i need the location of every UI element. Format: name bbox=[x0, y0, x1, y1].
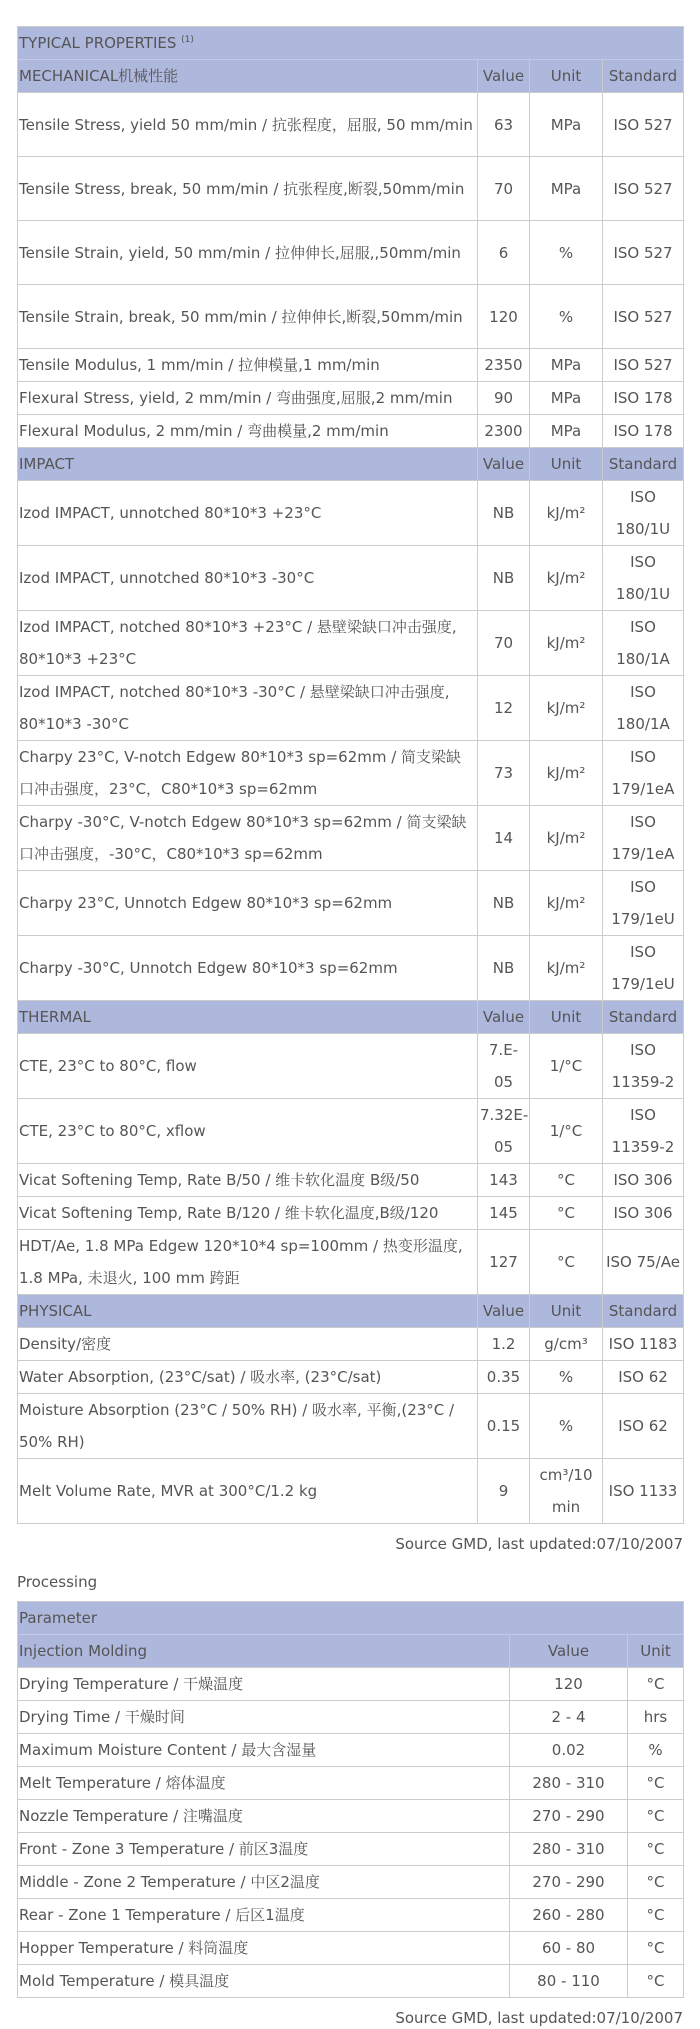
property-name: Charpy 23°C, V-notch Edgew 80*10*3 sp=62mm / 简支梁缺口冲击强度，23°C，C80*10*3 sp=62mm bbox=[18, 741, 478, 806]
table-row bbox=[18, 349, 684, 382]
col-standard-header: Standard bbox=[603, 1001, 684, 1034]
parameter-value: 60 - 80 bbox=[510, 1932, 628, 1965]
property-unit: °C bbox=[530, 1230, 603, 1295]
table-row bbox=[18, 1099, 684, 1164]
property-standard: ISO 180/1U bbox=[603, 546, 684, 611]
col-value-header: Value bbox=[478, 60, 530, 93]
parameter-name: Hopper Temperature / 料筒温度 bbox=[18, 1932, 510, 1965]
parameter-name: Drying Temperature / 干燥温度 bbox=[18, 1668, 510, 1701]
parameter-unit: hrs bbox=[628, 1701, 684, 1734]
col-value-header: Value bbox=[478, 1001, 530, 1034]
table-row bbox=[18, 1394, 684, 1459]
property-unit: g/cm³ bbox=[530, 1328, 603, 1361]
parameter-value: 0.02 bbox=[510, 1734, 628, 1767]
parameter-name: Mold Temperature / 模具温度 bbox=[18, 1965, 510, 1998]
table-row bbox=[18, 1034, 684, 1099]
property-standard: ISO 527 bbox=[603, 157, 684, 221]
property-value: NB bbox=[478, 546, 530, 611]
property-name: Izod IMPACT, notched 80*10*3 +23°C / 悬壁梁缺口冲击强度, 80*10*3 +23°C bbox=[18, 611, 478, 676]
property-name: CTE, 23°C to 80°C, xflow bbox=[18, 1099, 478, 1164]
processing-col-value: Value bbox=[510, 1635, 628, 1668]
mechanical-header-row bbox=[18, 60, 684, 93]
property-standard: ISO 179/1eA bbox=[603, 741, 684, 806]
properties-title-row bbox=[18, 27, 684, 60]
processing-table bbox=[17, 1601, 684, 1998]
property-value: 0.15 bbox=[478, 1394, 530, 1459]
property-standard: ISO 180/1A bbox=[603, 676, 684, 741]
physical-section-header: PHYSICAL bbox=[18, 1295, 478, 1328]
property-name: Charpy -30°C, V-notch Edgew 80*10*3 sp=62mm / 简支梁缺口冲击强度，-30°C，C80*10*3 sp=62mm bbox=[18, 806, 478, 871]
property-name: Tensile Stress, break, 50 mm/min / 抗张程度,断裂,50mm/min bbox=[18, 157, 478, 221]
property-unit: % bbox=[530, 1361, 603, 1394]
table-row bbox=[18, 285, 684, 349]
property-unit: 1/°C bbox=[530, 1034, 603, 1099]
property-unit: % bbox=[530, 285, 603, 349]
property-unit: kJ/m² bbox=[530, 871, 603, 936]
table-row bbox=[18, 1197, 684, 1230]
parameter-value: 270 - 290 bbox=[510, 1800, 628, 1833]
parameter-name: Middle - Zone 2 Temperature / 中区2温度 bbox=[18, 1866, 510, 1899]
parameter-unit: °C bbox=[628, 1800, 684, 1833]
property-standard: ISO 527 bbox=[603, 221, 684, 285]
mechanical-section-header: MECHANICAL机械性能 bbox=[18, 60, 478, 93]
property-value: 7.E-05 bbox=[478, 1034, 530, 1099]
table-row bbox=[18, 1932, 684, 1965]
property-standard: ISO 527 bbox=[603, 93, 684, 157]
property-value: 70 bbox=[478, 157, 530, 221]
col-unit-header: Unit bbox=[530, 1001, 603, 1034]
property-standard: ISO 179/1eU bbox=[603, 871, 684, 936]
table-row bbox=[18, 415, 684, 448]
table-row bbox=[18, 546, 684, 611]
property-value: 73 bbox=[478, 741, 530, 806]
property-name: Tensile Strain, break, 50 mm/min / 拉伸伸长,断裂,50mm/min bbox=[18, 285, 478, 349]
physical-header-row bbox=[18, 1295, 684, 1328]
property-standard: ISO 179/1eU bbox=[603, 936, 684, 1001]
table-row bbox=[18, 611, 684, 676]
property-unit: kJ/m² bbox=[530, 676, 603, 741]
property-value: 1.2 bbox=[478, 1328, 530, 1361]
property-name: Vicat Softening Temp, Rate B/120 / 维卡软化温度,B级/120 bbox=[18, 1197, 478, 1230]
property-value: 127 bbox=[478, 1230, 530, 1295]
table-row bbox=[18, 1328, 684, 1361]
properties-title-cell bbox=[18, 27, 684, 60]
property-unit: MPa bbox=[530, 93, 603, 157]
table-row bbox=[18, 871, 684, 936]
table-row bbox=[18, 1164, 684, 1197]
processing-parameter-row bbox=[18, 1602, 684, 1635]
property-value: 90 bbox=[478, 382, 530, 415]
property-name: Flexural Modulus, 2 mm/min / 弯曲模量,2 mm/min bbox=[18, 415, 478, 448]
table-row bbox=[18, 741, 684, 806]
property-value: 9 bbox=[478, 1459, 530, 1524]
property-value: 0.35 bbox=[478, 1361, 530, 1394]
processing-header-row bbox=[18, 1635, 684, 1668]
table-row bbox=[18, 1734, 684, 1767]
table-row bbox=[18, 93, 684, 157]
property-name: Tensile Strain, yield, 50 mm/min / 拉伸伸长,屈服,,50mm/min bbox=[18, 221, 478, 285]
property-unit: % bbox=[530, 1394, 603, 1459]
property-standard: ISO 180/1U bbox=[603, 481, 684, 546]
property-unit: cm³/10 min bbox=[530, 1459, 603, 1524]
table-row bbox=[18, 221, 684, 285]
property-name: Moisture Absorption (23°C / 50% RH) / 吸水率, 平衡,(23°C / 50% RH) bbox=[18, 1394, 478, 1459]
property-unit: MPa bbox=[530, 349, 603, 382]
table-row bbox=[18, 1833, 684, 1866]
property-value: 12 bbox=[478, 676, 530, 741]
property-value: 143 bbox=[478, 1164, 530, 1197]
thermal-header-row bbox=[18, 1001, 684, 1034]
property-value: 2300 bbox=[478, 415, 530, 448]
property-name: Charpy -30°C, Unnotch Edgew 80*10*3 sp=62mm bbox=[18, 936, 478, 1001]
table-row bbox=[18, 1701, 684, 1734]
col-unit-header: Unit bbox=[530, 448, 603, 481]
processing-source: Source GMD, last updated:07/10/2007 bbox=[395, 2009, 683, 2027]
table-row bbox=[18, 1668, 684, 1701]
col-value-header: Value bbox=[478, 448, 530, 481]
parameter-unit: °C bbox=[628, 1767, 684, 1800]
property-name: Tensile Modulus, 1 mm/min / 拉伸模量,1 mm/min bbox=[18, 349, 478, 382]
property-unit: % bbox=[530, 221, 603, 285]
property-standard: ISO 180/1A bbox=[603, 611, 684, 676]
parameter-unit: °C bbox=[628, 1668, 684, 1701]
table-row bbox=[18, 481, 684, 546]
parameter-name: Rear - Zone 1 Temperature / 后区1温度 bbox=[18, 1899, 510, 1932]
property-unit: MPa bbox=[530, 415, 603, 448]
processing-section-header: Injection Molding bbox=[18, 1635, 510, 1668]
property-standard: ISO 62 bbox=[603, 1361, 684, 1394]
col-standard-header: Standard bbox=[603, 1295, 684, 1328]
property-standard: ISO 306 bbox=[603, 1164, 684, 1197]
property-name: Izod IMPACT, notched 80*10*3 -30°C / 悬壁梁缺口冲击强度, 80*10*3 -30°C bbox=[18, 676, 478, 741]
table-row bbox=[18, 1800, 684, 1833]
properties-body bbox=[18, 27, 684, 1524]
table-row bbox=[18, 676, 684, 741]
property-standard: ISO 1133 bbox=[603, 1459, 684, 1524]
impact-section-header: IMPACT bbox=[18, 448, 478, 481]
property-value: 70 bbox=[478, 611, 530, 676]
property-unit: °C bbox=[530, 1164, 603, 1197]
property-name: Charpy 23°C, Unnotch Edgew 80*10*3 sp=62mm bbox=[18, 871, 478, 936]
property-standard: ISO 62 bbox=[603, 1394, 684, 1459]
col-value-header: Value bbox=[478, 1295, 530, 1328]
col-standard-header: Standard bbox=[603, 60, 684, 93]
parameter-value: 80 - 110 bbox=[510, 1965, 628, 1998]
property-unit: kJ/m² bbox=[530, 806, 603, 871]
property-name: Izod IMPACT, unnotched 80*10*3 -30°C bbox=[18, 546, 478, 611]
properties-table bbox=[17, 26, 684, 1524]
processing-body bbox=[18, 1602, 684, 1998]
property-unit: 1/°C bbox=[530, 1099, 603, 1164]
property-standard: ISO 11359-2 bbox=[603, 1099, 684, 1164]
parameter-value: 2 - 4 bbox=[510, 1701, 628, 1734]
table-row bbox=[18, 1459, 684, 1524]
thermal-section-header: THERMAL bbox=[18, 1001, 478, 1034]
property-unit: °C bbox=[530, 1197, 603, 1230]
property-unit: kJ/m² bbox=[530, 481, 603, 546]
parameter-value: 260 - 280 bbox=[510, 1899, 628, 1932]
property-value: 120 bbox=[478, 285, 530, 349]
parameter-unit: °C bbox=[628, 1866, 684, 1899]
parameter-value: 280 - 310 bbox=[510, 1767, 628, 1800]
processing-col-unit: Unit bbox=[628, 1635, 684, 1668]
parameter-name: Front - Zone 3 Temperature / 前区3温度 bbox=[18, 1833, 510, 1866]
parameter-name: Maximum Moisture Content / 最大含湿量 bbox=[18, 1734, 510, 1767]
properties-source: Source GMD, last updated:07/10/2007 bbox=[395, 1535, 683, 1553]
parameter-name: Nozzle Temperature / 注嘴温度 bbox=[18, 1800, 510, 1833]
parameter-unit: % bbox=[628, 1734, 684, 1767]
property-value: 145 bbox=[478, 1197, 530, 1230]
property-standard: ISO 306 bbox=[603, 1197, 684, 1230]
table-row bbox=[18, 936, 684, 1001]
property-value: 6 bbox=[478, 221, 530, 285]
property-name: HDT/Ae, 1.8 MPa Edgew 120*10*4 sp=100mm / 热变形温度, 1.8 MPa, 未退火, 100 mm 跨距 bbox=[18, 1230, 478, 1295]
table-row bbox=[18, 1230, 684, 1295]
property-value: NB bbox=[478, 871, 530, 936]
parameter-name: Drying Time / 干燥时间 bbox=[18, 1701, 510, 1734]
property-value: 2350 bbox=[478, 349, 530, 382]
parameter-name: Melt Temperature / 熔体温度 bbox=[18, 1767, 510, 1800]
parameter-unit: °C bbox=[628, 1833, 684, 1866]
property-standard: ISO 178 bbox=[603, 415, 684, 448]
property-standard: ISO 178 bbox=[603, 382, 684, 415]
property-value: NB bbox=[478, 481, 530, 546]
property-unit: kJ/m² bbox=[530, 546, 603, 611]
property-unit: MPa bbox=[530, 157, 603, 221]
property-name: CTE, 23°C to 80°C, flow bbox=[18, 1034, 478, 1099]
property-name: Izod IMPACT, unnotched 80*10*3 +23°C bbox=[18, 481, 478, 546]
parameter-unit: °C bbox=[628, 1899, 684, 1932]
table-row bbox=[18, 1899, 684, 1932]
property-standard: ISO 527 bbox=[603, 349, 684, 382]
col-standard-header: Standard bbox=[603, 448, 684, 481]
table-row bbox=[18, 1767, 684, 1800]
property-standard: ISO 1183 bbox=[603, 1328, 684, 1361]
property-unit: kJ/m² bbox=[530, 611, 603, 676]
properties-title-footnote: (1) bbox=[181, 35, 194, 45]
property-value: 14 bbox=[478, 806, 530, 871]
property-name: Vicat Softening Temp, Rate B/50 / 维卡软化温度 B级/50 bbox=[18, 1164, 478, 1197]
table-row bbox=[18, 382, 684, 415]
table-row bbox=[18, 1965, 684, 1998]
property-name: Flexural Stress, yield, 2 mm/min / 弯曲强度,屈服,2 mm/min bbox=[18, 382, 478, 415]
property-name: Tensile Stress, yield 50 mm/min / 抗张程度，屈服, 50 mm/min bbox=[18, 93, 478, 157]
table-row bbox=[18, 1866, 684, 1899]
processing-title: Processing bbox=[17, 1573, 98, 1591]
col-unit-header: Unit bbox=[530, 1295, 603, 1328]
parameter-value: 270 - 290 bbox=[510, 1866, 628, 1899]
parameter-value: 120 bbox=[510, 1668, 628, 1701]
parameter-unit: °C bbox=[628, 1932, 684, 1965]
property-unit: MPa bbox=[530, 382, 603, 415]
table-row bbox=[18, 1361, 684, 1394]
impact-header-row bbox=[18, 448, 684, 481]
property-value: 63 bbox=[478, 93, 530, 157]
property-unit: kJ/m² bbox=[530, 741, 603, 806]
property-standard: ISO 527 bbox=[603, 285, 684, 349]
property-value: NB bbox=[478, 936, 530, 1001]
property-unit: kJ/m² bbox=[530, 936, 603, 1001]
property-value: 7.32E-05 bbox=[478, 1099, 530, 1164]
property-name: Melt Volume Rate, MVR at 300°C/1.2 kg bbox=[18, 1459, 478, 1524]
properties-title: TYPICAL PROPERTIES bbox=[19, 34, 177, 52]
table-row bbox=[18, 157, 684, 221]
table-row bbox=[18, 806, 684, 871]
property-name: Density/密度 bbox=[18, 1328, 478, 1361]
property-standard: ISO 11359-2 bbox=[603, 1034, 684, 1099]
col-unit-header: Unit bbox=[530, 60, 603, 93]
parameter-unit: °C bbox=[628, 1965, 684, 1998]
parameter-value: 280 - 310 bbox=[510, 1833, 628, 1866]
property-standard: ISO 75/Ae bbox=[603, 1230, 684, 1295]
property-standard: ISO 179/1eA bbox=[603, 806, 684, 871]
property-name: Water Absorption, (23°C/sat) / 吸水率, (23°C/sat) bbox=[18, 1361, 478, 1394]
processing-parameter-cell: Parameter bbox=[18, 1602, 684, 1635]
